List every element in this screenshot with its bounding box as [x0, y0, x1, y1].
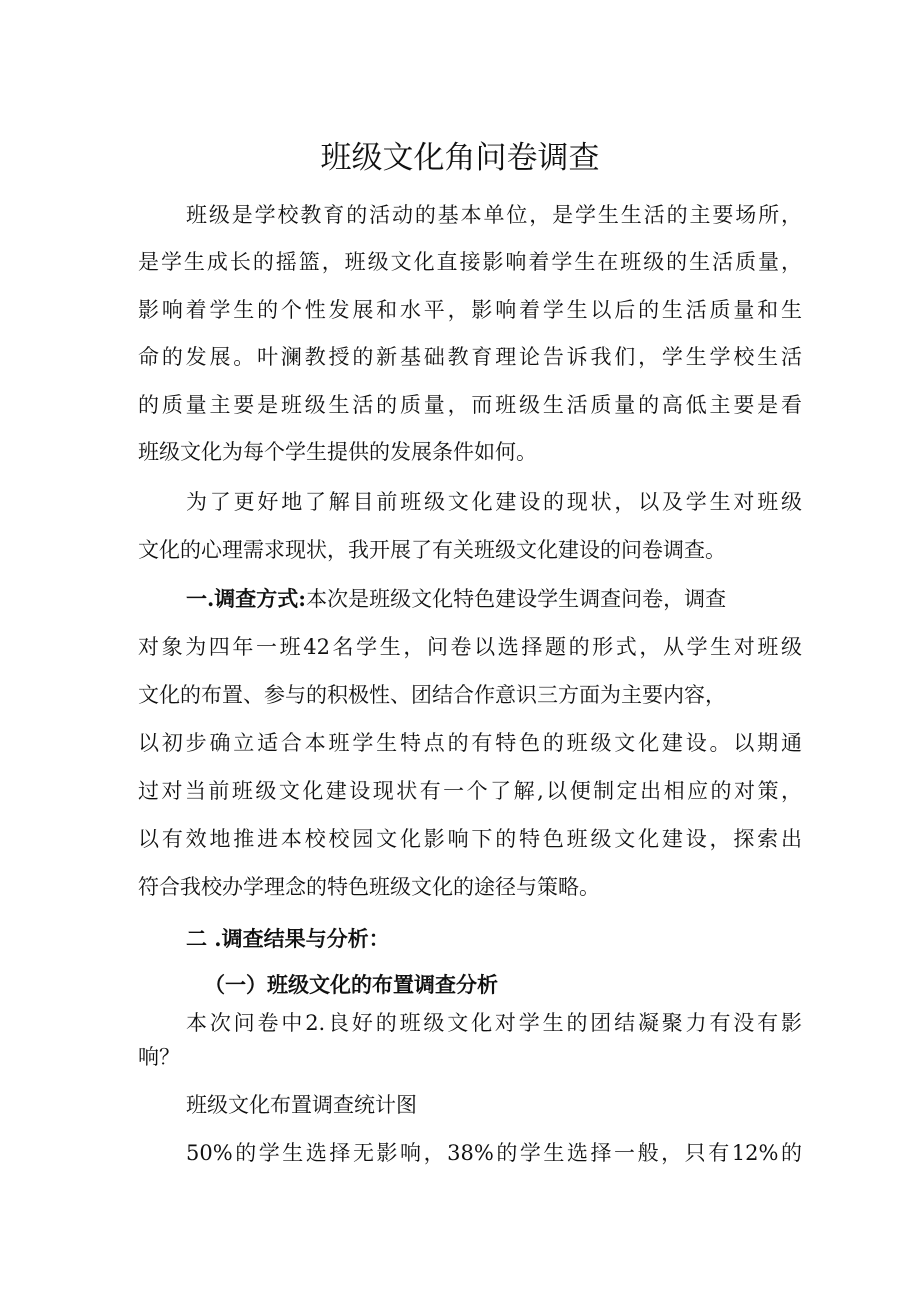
paragraph-2-line-2: 文化的心理需求现状，我开展了有关班级文化建设的问卷调查。 [138, 538, 726, 562]
paragraph-1-line-6: 班级文化为每个学生提供的发展条件如何。 [138, 440, 537, 464]
section-2-question-line-1: 本次问卷中2.良好的班级文化对学生的团结凝聚力有没有影 [186, 1011, 802, 1035]
section-1-line-1 [186, 582, 802, 616]
section-2-heading: 二 .调查结果与分析： [186, 926, 390, 951]
section-2-subheading: （一）班级文化的布置调查分析 [204, 972, 498, 997]
section-1-text: 本次是班级文化特色建设学生调查问卷，调查 [306, 587, 727, 611]
paragraph-1-line-2: 是学生成长的摇篮，班级文化直接影响着学生在班级的生活质量， [138, 250, 802, 274]
paragraph-1-line-4: 命的发展。叶澜教授的新基础教育理论告诉我们，学生学校生活 [138, 345, 802, 369]
section-1-line-4: 以初步确立适合本班学生特点的有特色的班级文化建设。以期通 [138, 731, 802, 755]
paragraph-1-line-3: 影响着学生的个性发展和水平，影响着学生以后的生活质量和生 [138, 298, 802, 322]
section-1-line-6: 以有效地推进本校校园文化影响下的特色班级文化建设，探索出 [138, 827, 802, 851]
paragraph-2-line-1: 为了更好地了解目前班级文化建设的现状，以及学生对班级 [186, 490, 802, 514]
paragraph-1-line-1: 班级是学校教育的活动的基本单位，是学生生活的主要场所， [186, 203, 802, 227]
section-1-line-5: 过对当前班级文化建设现状有一个了解,以便制定出相应的对策， [138, 779, 802, 803]
section-1-line-7: 符合我校办学理念的特色班级文化的途径与策略。 [138, 875, 600, 899]
document-title: 班级文化角问卷调查 [320, 140, 600, 176]
section-1-line-3: 文化的布置、参与的积极性、团结合作意识三方面为主要内容， [138, 683, 726, 707]
paragraph-1-line-5: 的质量主要是班级生活的质量，而班级生活质量的高低主要是看 [138, 393, 802, 417]
result-line: 50%的学生选择无影响，38%的学生选择一般，只有12%的 [186, 1141, 802, 1165]
section-2-question-line-2: 响？ [138, 1045, 180, 1069]
section-1-heading: 一.调查方式: [186, 586, 307, 611]
section-1-line-2: 对象为四年一班42名学生，问卷以选择题的形式，从学生对班级 [138, 635, 802, 659]
chart-caption: 班级文化布置调查统计图 [186, 1093, 417, 1117]
